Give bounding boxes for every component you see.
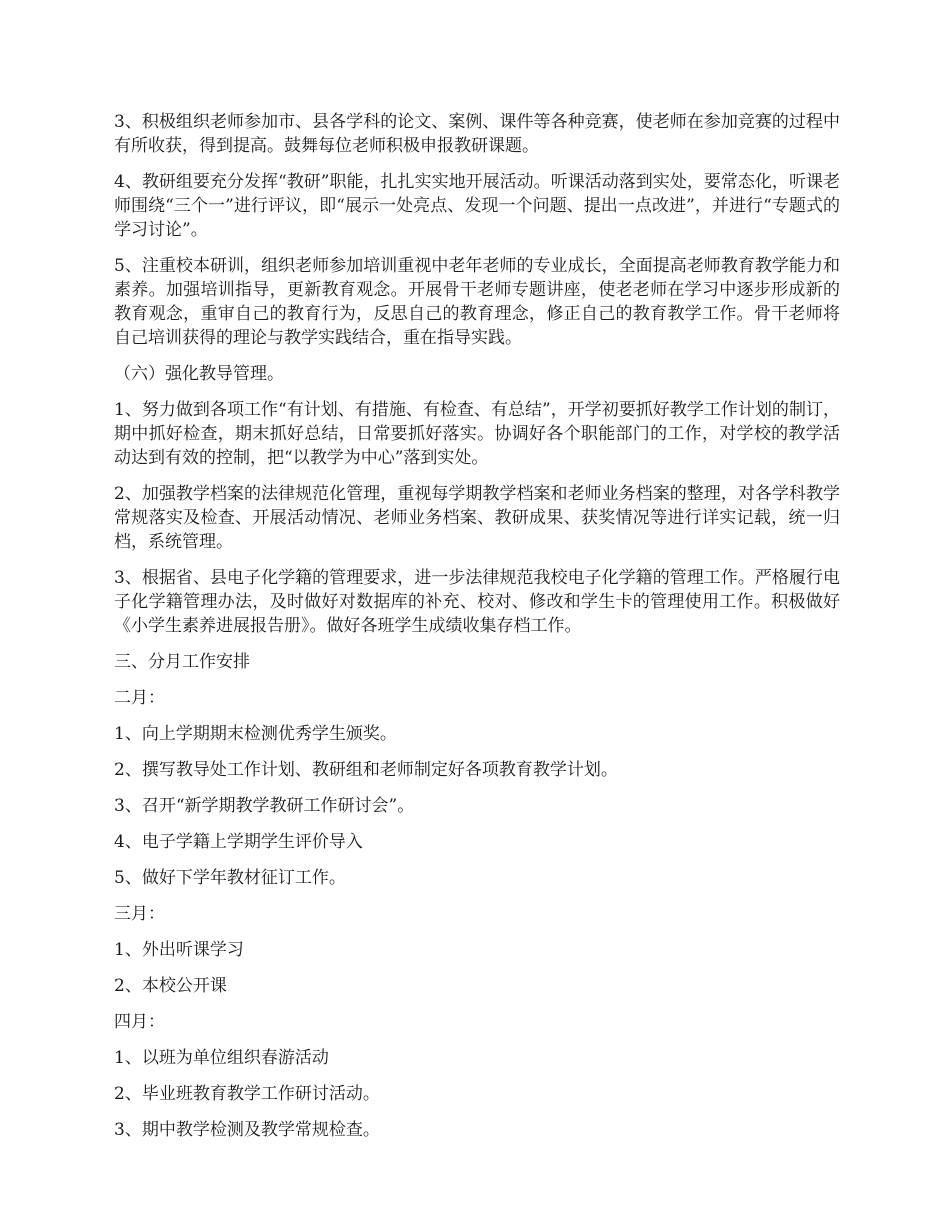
- list-item: 1、以班为单位组织春游活动: [114, 1048, 329, 1068]
- list-item: 3、召开“新学期教学教研工作研讨会”。: [114, 796, 415, 816]
- paragraph-teaching-archives: 2、加强教学档案的法律规范化管理，重视每学期教学档案和老师业务档案的整理，对各学科教学常规落实及检查、开展活动情况、老师业务档案、教研成果、获奖情况等进行详实记载，统一归档，系统管理。: [114, 484, 840, 552]
- month-heading-february: 二月：: [114, 688, 165, 708]
- list-item: 4、电子学籍上学期学生评价导入: [114, 832, 363, 852]
- list-item: 2、撰写教导处工作计划、教研组和老师制定好各项教育教学计划。: [114, 760, 618, 780]
- paragraph-electronic-records: 3、根据省、县电子化学籍的管理要求，进一步法律规范我校电子化学籍的管理工作。严格履行电子化学籍管理办法，及时做好对数据库的补充、校对、修改和学生卡的管理使用工作。积极做好《小学生素养进展报告册》。做好各班学生成绩收集存档工作。: [114, 568, 840, 636]
- list-item: 1、外出听课学习: [114, 940, 244, 960]
- paragraph-research-group: 4、教研组要充分发挥“教研”职能，扎扎实实地开展活动。听课活动落到实处，要常态化，听课老师围绕“三个一”进行评议，即“展示一处亮点、发现一个问题、提出一点改进”，并进行“专题式的学习讨论”。: [114, 172, 840, 240]
- document-body: [114, 110, 840, 1154]
- paragraph-competition: 3、积极组织老师参加市、县各学科的论文、案例、课件等各种竞赛，使老师在参加竞赛的过程中有所收获，得到提高。鼓舞每位老师积极申报教研课题。: [114, 112, 840, 156]
- section-heading-teaching-management: （六）强化教导管理。: [114, 364, 284, 384]
- paragraph-work-planning: 1、努力做到各项工作“有计划、有措施、有检查、有总结”，开学初要抓好教学工作计划的制订，期中抓好检查，期末抓好总结，日常要抓好落实。协调好各个职能部门的工作，对学校的教学活动达到有效的控制，把“以教学为中心”落到实处。: [114, 400, 840, 468]
- list-item: 3、期中教学检测及教学常规检查。: [114, 1120, 380, 1140]
- list-item: 2、本校公开课: [114, 976, 227, 996]
- list-item: 5、做好下学年教材征订工作。: [114, 868, 346, 888]
- paragraph-school-training: 5、注重校本研训，组织老师参加培训重视中老年老师的专业成长，全面提高老师教育教学能力和素养。加强培训指导，更新教育观念。开展骨干老师专题讲座，使老老师在学习中逐步形成新的教育观念，重审自己的教育行为，反思自己的教育理念，修正自己的教育教学工作。骨干老师将自己培训获得的理论与教学实践结合，重在指导实践。: [114, 256, 840, 348]
- list-item: 1、向上学期期末检测优秀学生颁奖。: [114, 724, 397, 744]
- month-heading-april: 四月：: [114, 1012, 165, 1032]
- list-item: 2、毕业班教育教学工作研讨活动。: [114, 1084, 380, 1104]
- section-heading-monthly-schedule: 三、分月工作安排: [114, 652, 250, 672]
- month-heading-march: 三月：: [114, 904, 165, 924]
